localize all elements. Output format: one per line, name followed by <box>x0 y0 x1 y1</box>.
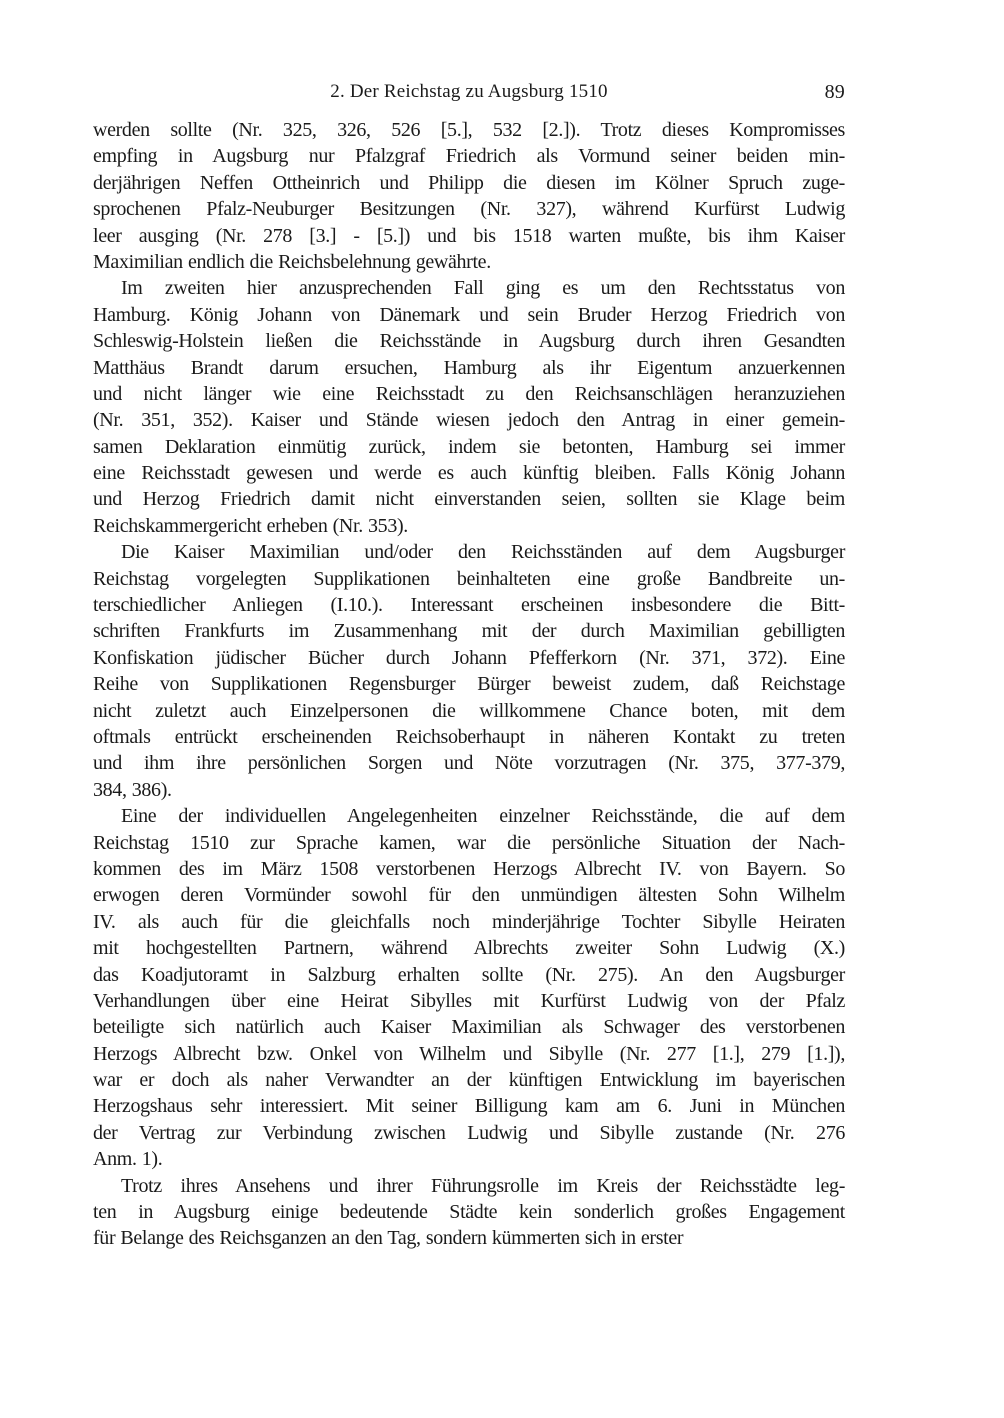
text-line: Reichstag vorgelegten Supplikationen beinhalteten eine große Bandbreite un- <box>93 567 845 590</box>
text-line: und ihm ihre persönlichen Sorgen und Nöte vorzutragen (Nr. 375, 377-379, <box>93 752 845 775</box>
text-line: und nicht länger wie eine Reichsstadt zu den Reichsanschlägen heranzuziehen <box>93 382 845 405</box>
text-line: Herzogshaus sehr interessiert. Mit seiner Billigung kam am 6. Juni in München <box>93 1095 845 1118</box>
text-line: Matthäus Brandt darum ersuchen, Hamburg als ihr Eigentum anzuerkennen <box>93 356 845 379</box>
text-line: kommen des im März 1508 verstorbenen Herzogs Albrecht IV. von Bayern. So <box>93 857 845 880</box>
page-number: 89 <box>824 81 845 103</box>
text-line: samen Deklaration einmütig zurück, indem sie betonten, Hamburg sei immer <box>93 435 845 458</box>
text-line: Konfiskation jüdischer Bücher durch Johann Pfefferkorn (Nr. 371, 372). Eine <box>93 646 845 669</box>
text-line: werden sollte (Nr. 325, 326, 526 [5.], 532 [2.]). Trotz dieses Kompromisses <box>93 119 845 141</box>
text-line: Herzogs Albrecht bzw. Onkel von Wilhelm und Sibylle (Nr. 277 [1.], 279 [1.]), <box>93 1042 845 1065</box>
text-line: das Koadjutoramt in Salzburg erhalten sollte (Nr. 275). An den Augsburger <box>93 963 845 986</box>
paragraph <box>93 539 845 803</box>
text-line: Schleswig-Holstein ließen die Reichsstände in Augsburg durch ihren Gesandten <box>93 330 845 353</box>
text-line: Eine der individuellen Angelegenheiten einzelner Reichsstände, die auf dem <box>121 805 845 828</box>
text-line: leer ausging (Nr. 278 [3.] - [5.]) und bis 1518 warten mußte, bis ihm Kaiser <box>93 224 845 247</box>
text-line: und Herzog Friedrich damit nicht einverstanden seien, sollten sie Klage beim <box>93 488 845 511</box>
text-line: ten in Augsburg einige bedeutende Städte kein sonderlich großes Engagement <box>93 1201 845 1224</box>
text-line: oftmals entrückt erscheinenden Reichsoberhaupt in näheren Kontakt zu treten <box>93 725 845 748</box>
text-line: 384, 386). <box>93 778 172 801</box>
text-line: Verhandlungen über eine Heirat Sibylles mit Kurfürst Ludwig von der Pfalz <box>93 989 845 1012</box>
text-line: terschiedlicher Anliegen (I.10.). Interessant erscheinen insbesondere die Bitt- <box>93 594 845 617</box>
text-line: Trotz ihres Ansehens und ihrer Führungsrolle im Kreis der Reichsstädte leg- <box>121 1174 845 1197</box>
text-line: Maximilian endlich die Reichsbelehnung gewährte. <box>93 250 491 273</box>
text-line: derjährigen Neffen Ottheinrich und Philipp die diesen im Kölner Spruch zuge- <box>93 171 845 194</box>
paragraph <box>93 275 845 539</box>
paragraph <box>93 803 845 1172</box>
text-line: eine Reichsstadt gewesen und werde es auch künftig bleiben. Falls König Johann <box>93 462 845 485</box>
text-line: erwogen deren Vormünder sowohl für den unmündigen ältesten Sohn Wilhelm <box>93 884 845 907</box>
page-body <box>93 117 845 1252</box>
running-title: 2. Der Reichstag zu Augsburg 1510 <box>330 81 608 102</box>
text-line: war er doch als naher Verwandter an der künftigen Entwicklung im bayerischen <box>93 1069 845 1092</box>
text-line: Reihe von Supplikationen Regensburger Bürger beweist zudem, daß Reichstage <box>93 673 845 696</box>
text-line: beteiligte sich natürlich auch Kaiser Maximilian als Schwager des verstorbenen <box>93 1016 845 1039</box>
text-line: Anm. 1). <box>93 1148 163 1171</box>
text-line: empfing in Augsburg nur Pfalzgraf Friedrich als Vormund seiner beiden min- <box>93 145 845 168</box>
text-line: Im zweiten hier anzusprechenden Fall ging es um den Rechtsstatus von <box>121 277 845 300</box>
paragraph <box>93 1173 845 1252</box>
text-line: Reichskammergericht erheben (Nr. 353). <box>93 514 408 537</box>
text-line: nicht zuletzt auch Einzelpersonen die willkommene Chance boten, mit dem <box>93 699 845 722</box>
paragraph <box>93 117 845 275</box>
text-line: Die Kaiser Maximilian und/oder den Reichsständen auf dem Augsburger <box>121 541 845 564</box>
text-line: schriften Frankfurts im Zusammenhang mit der durch Maximilian gebilligten <box>93 620 845 643</box>
page-header <box>93 79 845 105</box>
text-line: für Belange des Reichsganzen an den Tag, sondern kümmerten sich in erster <box>93 1227 684 1250</box>
text-line: mit hochgestellten Partnern, während Albrechts zweiter Sohn Ludwig (X.) <box>93 937 845 960</box>
text-line: sprochenen Pfalz-Neuburger Besitzungen (Nr. 327), während Kurfürst Ludwig <box>93 198 845 221</box>
text-line: der Vertrag zur Verbindung zwischen Ludwig und Sibylle zustande (Nr. 276 <box>93 1121 845 1144</box>
text-line: (Nr. 351, 352). Kaiser und Stände wiesen jedoch den Antrag in einer gemein- <box>93 409 845 432</box>
text-line: IV. als auch für die gleichfalls noch minderjährige Tochter Sibylle Heiraten <box>93 910 845 933</box>
text-line: Reichstag 1510 zur Sprache kamen, war die persönliche Situation der Nach- <box>93 831 845 854</box>
text-line: Hamburg. König Johann von Dänemark und sein Bruder Herzog Friedrich von <box>93 303 845 326</box>
